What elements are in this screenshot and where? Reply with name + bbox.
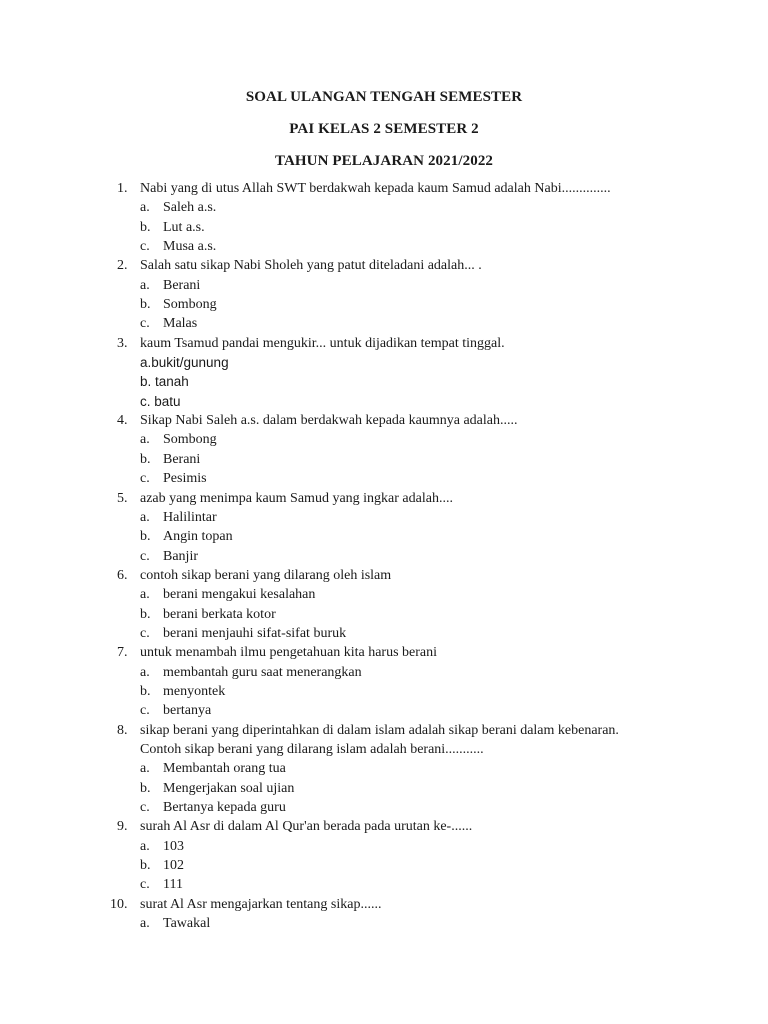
question-10 (0, 895, 768, 914)
question-text: azab yang menimpa kaum Samud yang ingkar adalah.... (140, 490, 453, 506)
option-a (0, 759, 768, 778)
option-text: Halilintar (163, 509, 217, 525)
option-letter: a. (140, 200, 150, 216)
option-text: Banjir (163, 548, 198, 564)
question-number: 6. (117, 567, 128, 583)
class-subtitle: PAI KELAS 2 SEMESTER 2 (289, 121, 479, 137)
question-text: surat Al Asr mengajarkan tentang sikap...... (140, 896, 382, 912)
option-letter: c. (140, 316, 150, 332)
option-letter: b. (140, 606, 151, 622)
option-text: Lut a.s. (163, 219, 205, 235)
question-text: contoh sikap berani yang dilarang oleh islam (140, 567, 392, 583)
question-text: surah Al Asr di dalam Al Qur'an berada pada urutan ke-...... (140, 819, 473, 835)
option-c (0, 624, 768, 643)
option-letter: b. (140, 529, 151, 545)
question-text: kaum Tsamud pandai mengukir... untuk dijadikan tempat tinggal. (140, 335, 505, 351)
option-text: Malas (163, 316, 198, 332)
option-letter: c. (140, 877, 150, 893)
option-letter: b. (140, 858, 151, 874)
plain-option-c (0, 392, 768, 411)
option-c (0, 875, 768, 894)
option-text: Berani (163, 277, 201, 293)
option-text: Tawakal (163, 916, 211, 932)
option-c (0, 701, 768, 720)
option-letter: b. (140, 451, 151, 467)
option-letter: a. (140, 916, 150, 932)
option-b (0, 779, 768, 798)
question-6 (0, 566, 768, 585)
question-number: 7. (117, 645, 128, 661)
option-c (0, 314, 768, 333)
option-b (0, 682, 768, 701)
question-number: 8. (117, 722, 128, 738)
option-text: menyontek (163, 683, 226, 699)
question-number: 10. (110, 896, 128, 912)
option-text: berani berkata kotor (163, 606, 276, 622)
option-letter: c. (140, 471, 150, 487)
question-7 (0, 643, 768, 662)
plain-option-a (0, 353, 768, 372)
option-letter: a. (140, 509, 150, 525)
option-text: 103 (163, 838, 184, 854)
question-text: sikap berani yang diperintahkan di dalam islam adalah sikap berani dalam kebenaran. (140, 722, 619, 738)
option-text: Musa a.s. (163, 239, 217, 255)
option-letter: c. (140, 800, 150, 815)
option-a (0, 198, 768, 217)
option-text: b. tanah (140, 374, 189, 390)
option-letter: c. (140, 625, 150, 641)
question-9 (0, 817, 768, 836)
option-text: Pesimis (163, 471, 207, 487)
question-8 (0, 721, 768, 740)
academic-year: TAHUN PELAJARAN 2021/2022 (274, 153, 494, 169)
option-letter: b. (140, 780, 151, 796)
option-text: Mengerjakan soal ujian (163, 780, 295, 796)
option-b (0, 218, 768, 237)
option-text: Saleh a.s. (163, 200, 217, 216)
option-text: membantah guru saat menerangkan (163, 664, 362, 680)
option-text: Bertanya kepada guru (163, 800, 286, 815)
question-list (0, 179, 768, 933)
option-c (0, 547, 768, 566)
option-b (0, 856, 768, 875)
question-number: 2. (117, 258, 128, 274)
document-headings (0, 86, 768, 182)
question-text: Contoh sikap berani yang dilarang islam adalah berani........... (140, 741, 484, 757)
question-2 (0, 256, 768, 275)
question-number: 1. (117, 181, 128, 196)
option-text: 111 (163, 877, 183, 893)
option-c (0, 798, 768, 817)
option-a (0, 430, 768, 449)
option-text: berani mengakui kesalahan (163, 587, 316, 603)
option-b (0, 605, 768, 624)
option-text: c. batu (140, 393, 181, 409)
option-letter: c. (140, 239, 150, 255)
option-text: berani menjauhi sifat-sifat buruk (163, 625, 347, 641)
option-text: Angin topan (163, 529, 233, 545)
option-a (0, 914, 768, 933)
option-letter: b. (140, 297, 151, 313)
question-number: 5. (117, 490, 128, 506)
question-text: Salah satu sikap Nabi Sholeh yang patut diteladani adalah... . (140, 258, 482, 274)
question-8-continuation (0, 740, 768, 759)
option-letter: a. (140, 761, 150, 777)
option-b (0, 295, 768, 314)
question-5 (0, 489, 768, 508)
option-text: Sombong (163, 297, 217, 313)
question-text: Nabi yang di utus Allah SWT berdakwah kepada kaum Samud adalah Nabi.............. (140, 181, 611, 196)
option-c (0, 237, 768, 256)
option-letter: a. (140, 664, 150, 680)
option-a (0, 663, 768, 682)
option-letter: a. (140, 277, 150, 293)
question-number: 9. (117, 819, 128, 835)
option-letter: b. (140, 683, 151, 699)
option-a (0, 508, 768, 527)
option-text: Berani (163, 451, 201, 467)
option-c (0, 469, 768, 488)
option-letter: c. (140, 548, 150, 564)
option-a (0, 585, 768, 604)
question-text: untuk menambah ilmu pengetahuan kita harus berani (140, 645, 438, 661)
option-text: a.bukit/gunung (140, 355, 229, 371)
option-text: Membantah orang tua (163, 761, 286, 777)
option-letter: b. (140, 219, 151, 235)
option-b (0, 527, 768, 546)
option-letter: a. (140, 432, 150, 448)
option-a (0, 276, 768, 295)
option-b (0, 450, 768, 469)
question-3 (0, 334, 768, 353)
option-letter: c. (140, 703, 150, 719)
option-letter: a. (140, 838, 150, 854)
question-number: 4. (117, 413, 128, 429)
question-number: 3. (117, 335, 128, 351)
option-text: Sombong (163, 432, 217, 448)
question-text: Sikap Nabi Saleh a.s. dalam berdakwah kepada kaumnya adalah..... (140, 413, 518, 429)
option-text: 102 (163, 858, 184, 874)
exam-title: SOAL ULANGAN TENGAH SEMESTER (245, 89, 523, 105)
question-4 (0, 411, 768, 430)
option-text: bertanya (163, 703, 212, 719)
option-a (0, 837, 768, 856)
plain-option-b (0, 372, 768, 391)
question-1 (0, 179, 768, 198)
option-letter: a. (140, 587, 150, 603)
